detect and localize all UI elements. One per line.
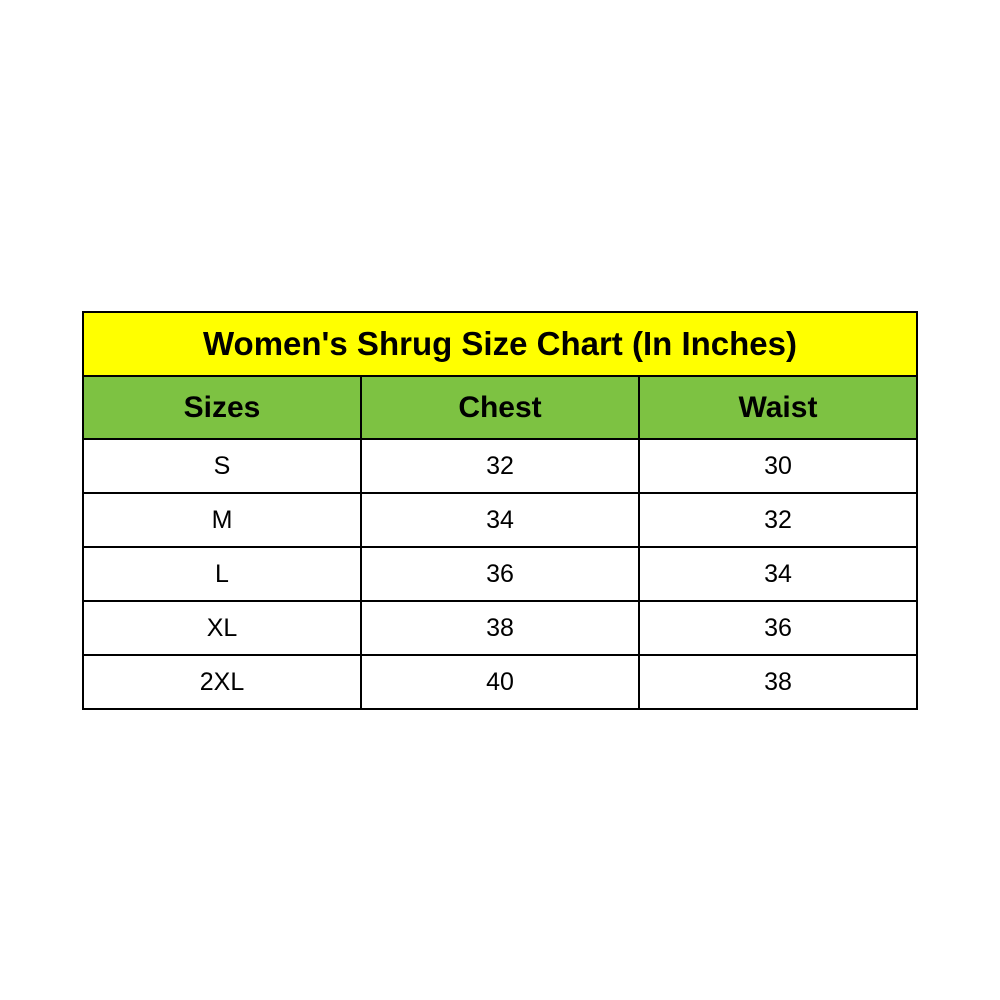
- cell-size: S: [83, 439, 361, 493]
- column-header-waist: Waist: [639, 376, 917, 439]
- size-chart-container: [82, 311, 918, 710]
- table-row: [83, 601, 917, 655]
- chart-title: Women's Shrug Size Chart (In Inches): [83, 312, 917, 376]
- table-row: [83, 655, 917, 709]
- size-chart-table: [82, 311, 918, 710]
- cell-chest: 32: [361, 439, 639, 493]
- cell-size: L: [83, 547, 361, 601]
- cell-size: M: [83, 493, 361, 547]
- column-header-chest: Chest: [361, 376, 639, 439]
- cell-size: 2XL: [83, 655, 361, 709]
- cell-chest: 36: [361, 547, 639, 601]
- table-row: [83, 547, 917, 601]
- cell-waist: 30: [639, 439, 917, 493]
- cell-chest: 34: [361, 493, 639, 547]
- cell-waist: 32: [639, 493, 917, 547]
- cell-waist: 38: [639, 655, 917, 709]
- table-row: [83, 439, 917, 493]
- cell-chest: 38: [361, 601, 639, 655]
- cell-size: XL: [83, 601, 361, 655]
- cell-waist: 34: [639, 547, 917, 601]
- cell-waist: 36: [639, 601, 917, 655]
- table-title-row: [83, 312, 917, 376]
- cell-chest: 40: [361, 655, 639, 709]
- table-header-row: [83, 376, 917, 439]
- table-row: [83, 493, 917, 547]
- column-header-sizes: Sizes: [83, 376, 361, 439]
